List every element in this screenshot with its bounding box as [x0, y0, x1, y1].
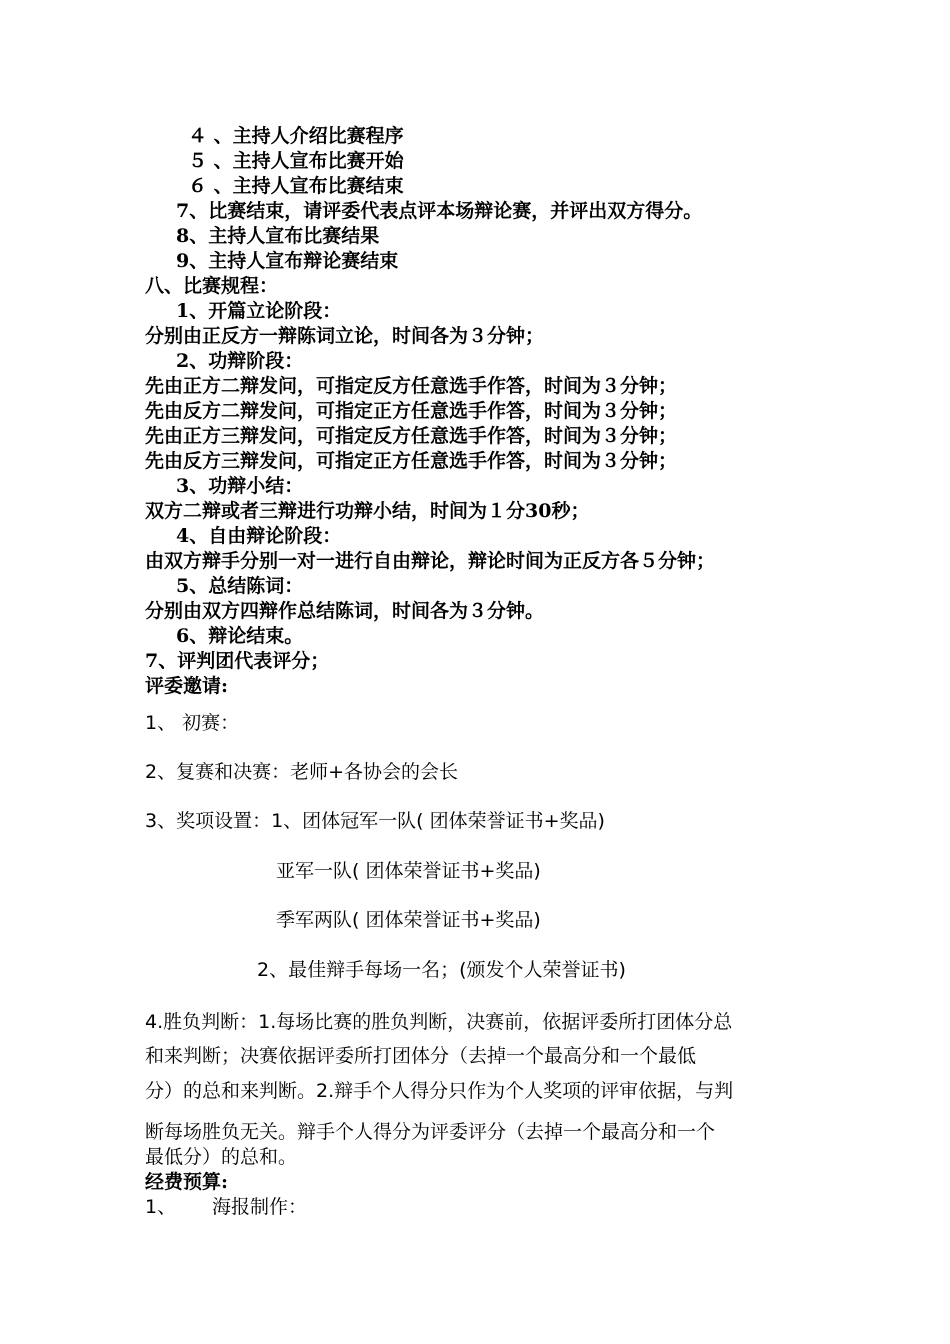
rules-stage-4-title: 4、自由辩论阶段： [176, 525, 342, 547]
judgment-line: 和来判断；决赛依据评委所打团体分（去掉一个最高分和一个最低 [145, 1045, 697, 1067]
rules-stage-6-title: 6、辩论结束。 [176, 625, 304, 647]
budget-item-number: 1、 [145, 1196, 177, 1218]
rules-heading: 八、比赛规程： [145, 275, 279, 297]
judges-item-1: 1、 初赛： [145, 712, 240, 734]
judgment-line: 4.胜负判断：1.每场比赛的胜负判断，决赛前，依据评委所打团体分总 [145, 1011, 733, 1033]
program-item-9: 9、主持人宣布辩论赛结束 [176, 250, 399, 272]
program-item-7: 7、比赛结束，请评委代表点评本场辩论赛，并评出双方得分。 [176, 200, 703, 222]
budget-heading: 经费预算: [145, 1171, 229, 1193]
rules-stage-3-title: 3、功辩小结： [176, 475, 304, 497]
rules-stage-2-line: 先由正方三辩发问，可指定反方任意选手作答，时间为３分钟； [145, 425, 678, 447]
program-item-4: ４ 、主持人介绍比赛程序 [188, 125, 404, 147]
program-item-8: 8、主持人宣布比赛结果 [176, 225, 380, 247]
judges-item-3: 3、奖项设置：1、团体冠军一队( 团体荣誉证书+奖品) [145, 810, 605, 832]
rules-stage-5-text: 分别由双方四辩作总结陈词，时间各为３分钟。 [145, 600, 545, 622]
rules-stage-2-line: 先由反方二辩发问，可指定正方任意选手作答，时间为３分钟； [145, 400, 678, 422]
award-best-debater: 2、最佳辩手每场一名；(颁发个人荣誉证书) [257, 959, 626, 981]
award-third-place: 季军两队( 团体荣誉证书+奖品) [276, 909, 541, 931]
rules-stage-4-text: 由双方辩手分别一对一进行自由辩论，辩论时间为正反方各５分钟； [145, 550, 716, 572]
program-item-5: ５ 、主持人宣布比赛开始 [188, 150, 404, 172]
award-runner-up: 亚军一队( 团体荣誉证书+奖品) [276, 860, 541, 882]
rules-stage-2-line: 先由正方二辩发问，可指定反方任意选手作答，时间为３分钟； [145, 375, 678, 397]
rules-stage-2-title: 2、功辩阶段： [176, 350, 304, 372]
budget-item-poster: 海报制作： [212, 1196, 308, 1218]
program-item-6: ６ 、主持人宣布比赛结束 [188, 175, 404, 197]
judgment-line: 最低分）的总和。 [145, 1146, 298, 1168]
rules-stage-2-line: 先由反方三辩发问，可指定正方任意选手作答，时间为３分钟； [145, 450, 678, 472]
rules-stage-3-text: 双方二辩或者三辩进行功辩小结，时间为１分30秒； [145, 500, 590, 522]
rules-stage-7-title: 7、评判团代表评分； [145, 650, 330, 672]
rules-stage-1-text: 分别由正反方一辩陈词立论，时间各为３分钟； [145, 325, 545, 347]
rules-stage-1-title: 1、开篇立论阶段： [176, 300, 342, 322]
judgment-line: 分）的总和来判断。2.辩手个人得分只作为个人奖项的评审依据，与判 [145, 1080, 734, 1102]
rules-stage-5-title: 5、总结陈词： [176, 575, 304, 597]
judges-item-2: 2、复赛和决赛：老师+各协会的会长 [145, 761, 459, 783]
judgment-line: 断每场胜负无关。辩手个人得分为评委评分（去掉一个最高分和一个 [145, 1121, 716, 1143]
judges-heading: 评委邀请: [145, 675, 229, 697]
